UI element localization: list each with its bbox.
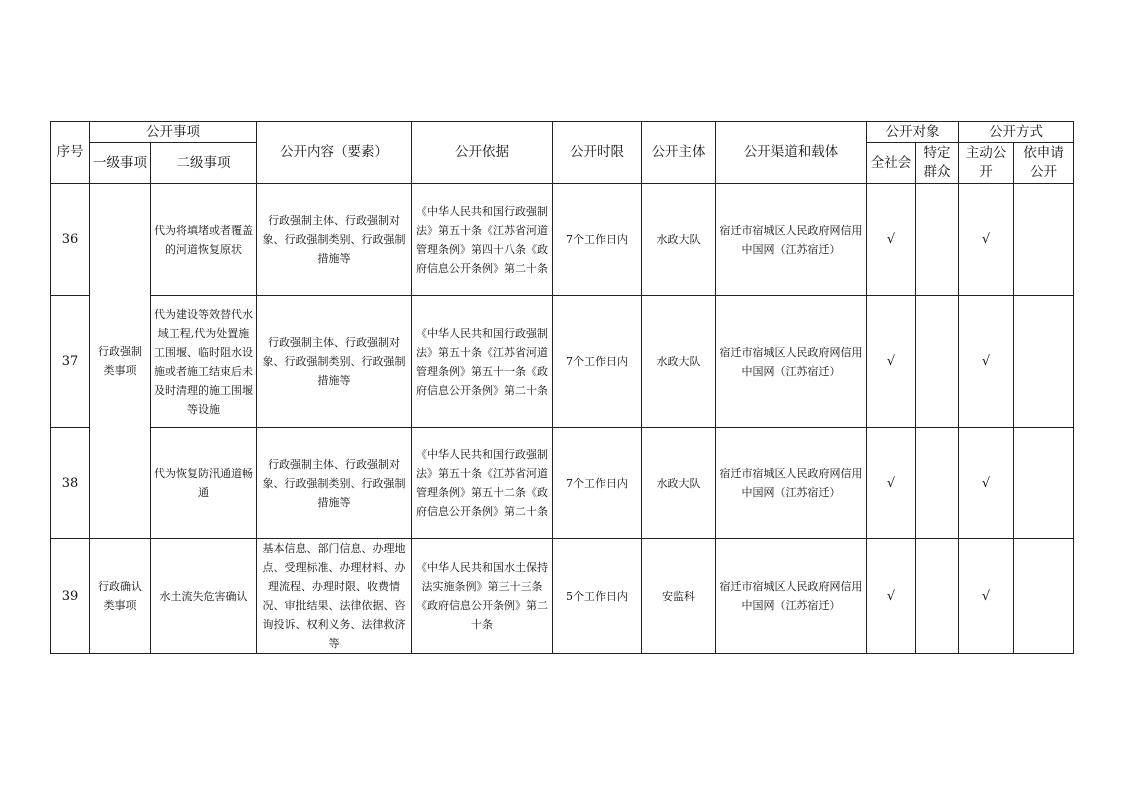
header-target-all: 全社会 [867, 143, 916, 184]
seq-cell: 39 [51, 539, 90, 654]
method-active-cell: √ [959, 296, 1014, 428]
channel-cell: 宿迁市宿城区人民政府网信用中国网（江苏宿迁） [716, 428, 867, 539]
level2-cell: 水土流失危害确认 [151, 539, 257, 654]
target-specific-cell [916, 296, 959, 428]
basis-cell: 《中华人民共和国行政强制法》第五十条《江苏省河道管理条例》第五十一条《政府信息公开条例》第二十条 [412, 296, 553, 428]
level2-cell: 代为恢复防汛通道畅通 [151, 428, 257, 539]
basis-cell: 《中华人民共和国行政强制法》第五十条《江苏省河道管理条例》第四十八条《政府信息公开条例》第二十条 [412, 184, 553, 296]
target-specific-cell [916, 428, 959, 539]
seq-cell: 38 [51, 428, 90, 539]
content-cell: 行政强制主体、行政强制对象、行政强制类别、行政强制措施等 [257, 428, 412, 539]
header-level1: 一级事项 [90, 143, 151, 184]
seq-cell: 37 [51, 296, 90, 428]
level1-cell: 行政强制类事项 [90, 184, 151, 539]
header-content: 公开内容（要素） [257, 122, 412, 184]
target-specific-cell [916, 539, 959, 654]
target-specific-cell [916, 184, 959, 296]
header-method-request: 依申请公开 [1014, 143, 1074, 184]
basis-cell: 《中华人民共和国行政强制法》第五十条《江苏省河道管理条例》第五十二条《政府信息公开条例》第二十条 [412, 428, 553, 539]
method-request-cell [1014, 539, 1074, 654]
subject-cell: 水政大队 [642, 428, 716, 539]
content-cell: 基本信息、部门信息、办理地点、受理标准、办理材料、办理流程、办理时限、收费情况、审批结果、法律依据、咨询投诉、权利义务、法律救济等 [257, 539, 412, 654]
header-target-group: 公开对象 [867, 122, 959, 143]
subject-cell: 水政大队 [642, 184, 716, 296]
subject-cell: 水政大队 [642, 296, 716, 428]
header-basis: 公开依据 [412, 122, 553, 184]
header-channel: 公开渠道和载体 [716, 122, 867, 184]
content-cell: 行政强制主体、行政强制对象、行政强制类别、行政强制措施等 [257, 296, 412, 428]
time-limit-cell: 7个工作日内 [553, 296, 642, 428]
channel-cell: 宿迁市宿城区人民政府网信用中国网（江苏宿迁） [716, 296, 867, 428]
table-row [51, 428, 1074, 539]
header-method-group: 公开方式 [959, 122, 1074, 143]
header-items-group: 公开事项 [90, 122, 257, 143]
header-seq: 序号 [51, 122, 90, 184]
table-row [51, 539, 1074, 654]
target-all-cell: √ [867, 184, 916, 296]
table-row [51, 184, 1074, 296]
subject-cell: 安监科 [642, 539, 716, 654]
level2-cell: 代为建设等效替代水域工程,代为处置施工围堰、临时阻水设施或者施工结束后未及时清理的施工围堰等设施 [151, 296, 257, 428]
channel-cell: 宿迁市宿城区人民政府网信用中国网（江苏宿迁） [716, 539, 867, 654]
method-active-cell: √ [959, 539, 1014, 654]
time-limit-cell: 5个工作日内 [553, 539, 642, 654]
level2-cell: 代为将填堵或者覆盖的河道恢复原状 [151, 184, 257, 296]
basis-cell: 《中华人民共和国水土保持法实施条例》第三十三条《政府信息公开条例》第二十条 [412, 539, 553, 654]
target-all-cell: √ [867, 539, 916, 654]
header-method-active: 主动公开 [959, 143, 1014, 184]
time-limit-cell: 7个工作日内 [553, 184, 642, 296]
header-time-limit: 公开时限 [553, 122, 642, 184]
target-all-cell: √ [867, 296, 916, 428]
time-limit-cell: 7个工作日内 [553, 428, 642, 539]
content-cell: 行政强制主体、行政强制对象、行政强制类别、行政强制措施等 [257, 184, 412, 296]
disclosure-table [50, 121, 1074, 654]
header-target-specific: 特定群众 [916, 143, 959, 184]
header-subject: 公开主体 [642, 122, 716, 184]
header-level2: 二级事项 [151, 143, 257, 184]
method-active-cell: √ [959, 428, 1014, 539]
target-all-cell: √ [867, 428, 916, 539]
method-request-cell [1014, 296, 1074, 428]
level1-cell: 行政确认类事项 [90, 539, 151, 654]
seq-cell: 36 [51, 184, 90, 296]
method-request-cell [1014, 184, 1074, 296]
method-active-cell: √ [959, 184, 1014, 296]
table-row [51, 296, 1074, 428]
method-request-cell [1014, 428, 1074, 539]
channel-cell: 宿迁市宿城区人民政府网信用中国网（江苏宿迁） [716, 184, 867, 296]
